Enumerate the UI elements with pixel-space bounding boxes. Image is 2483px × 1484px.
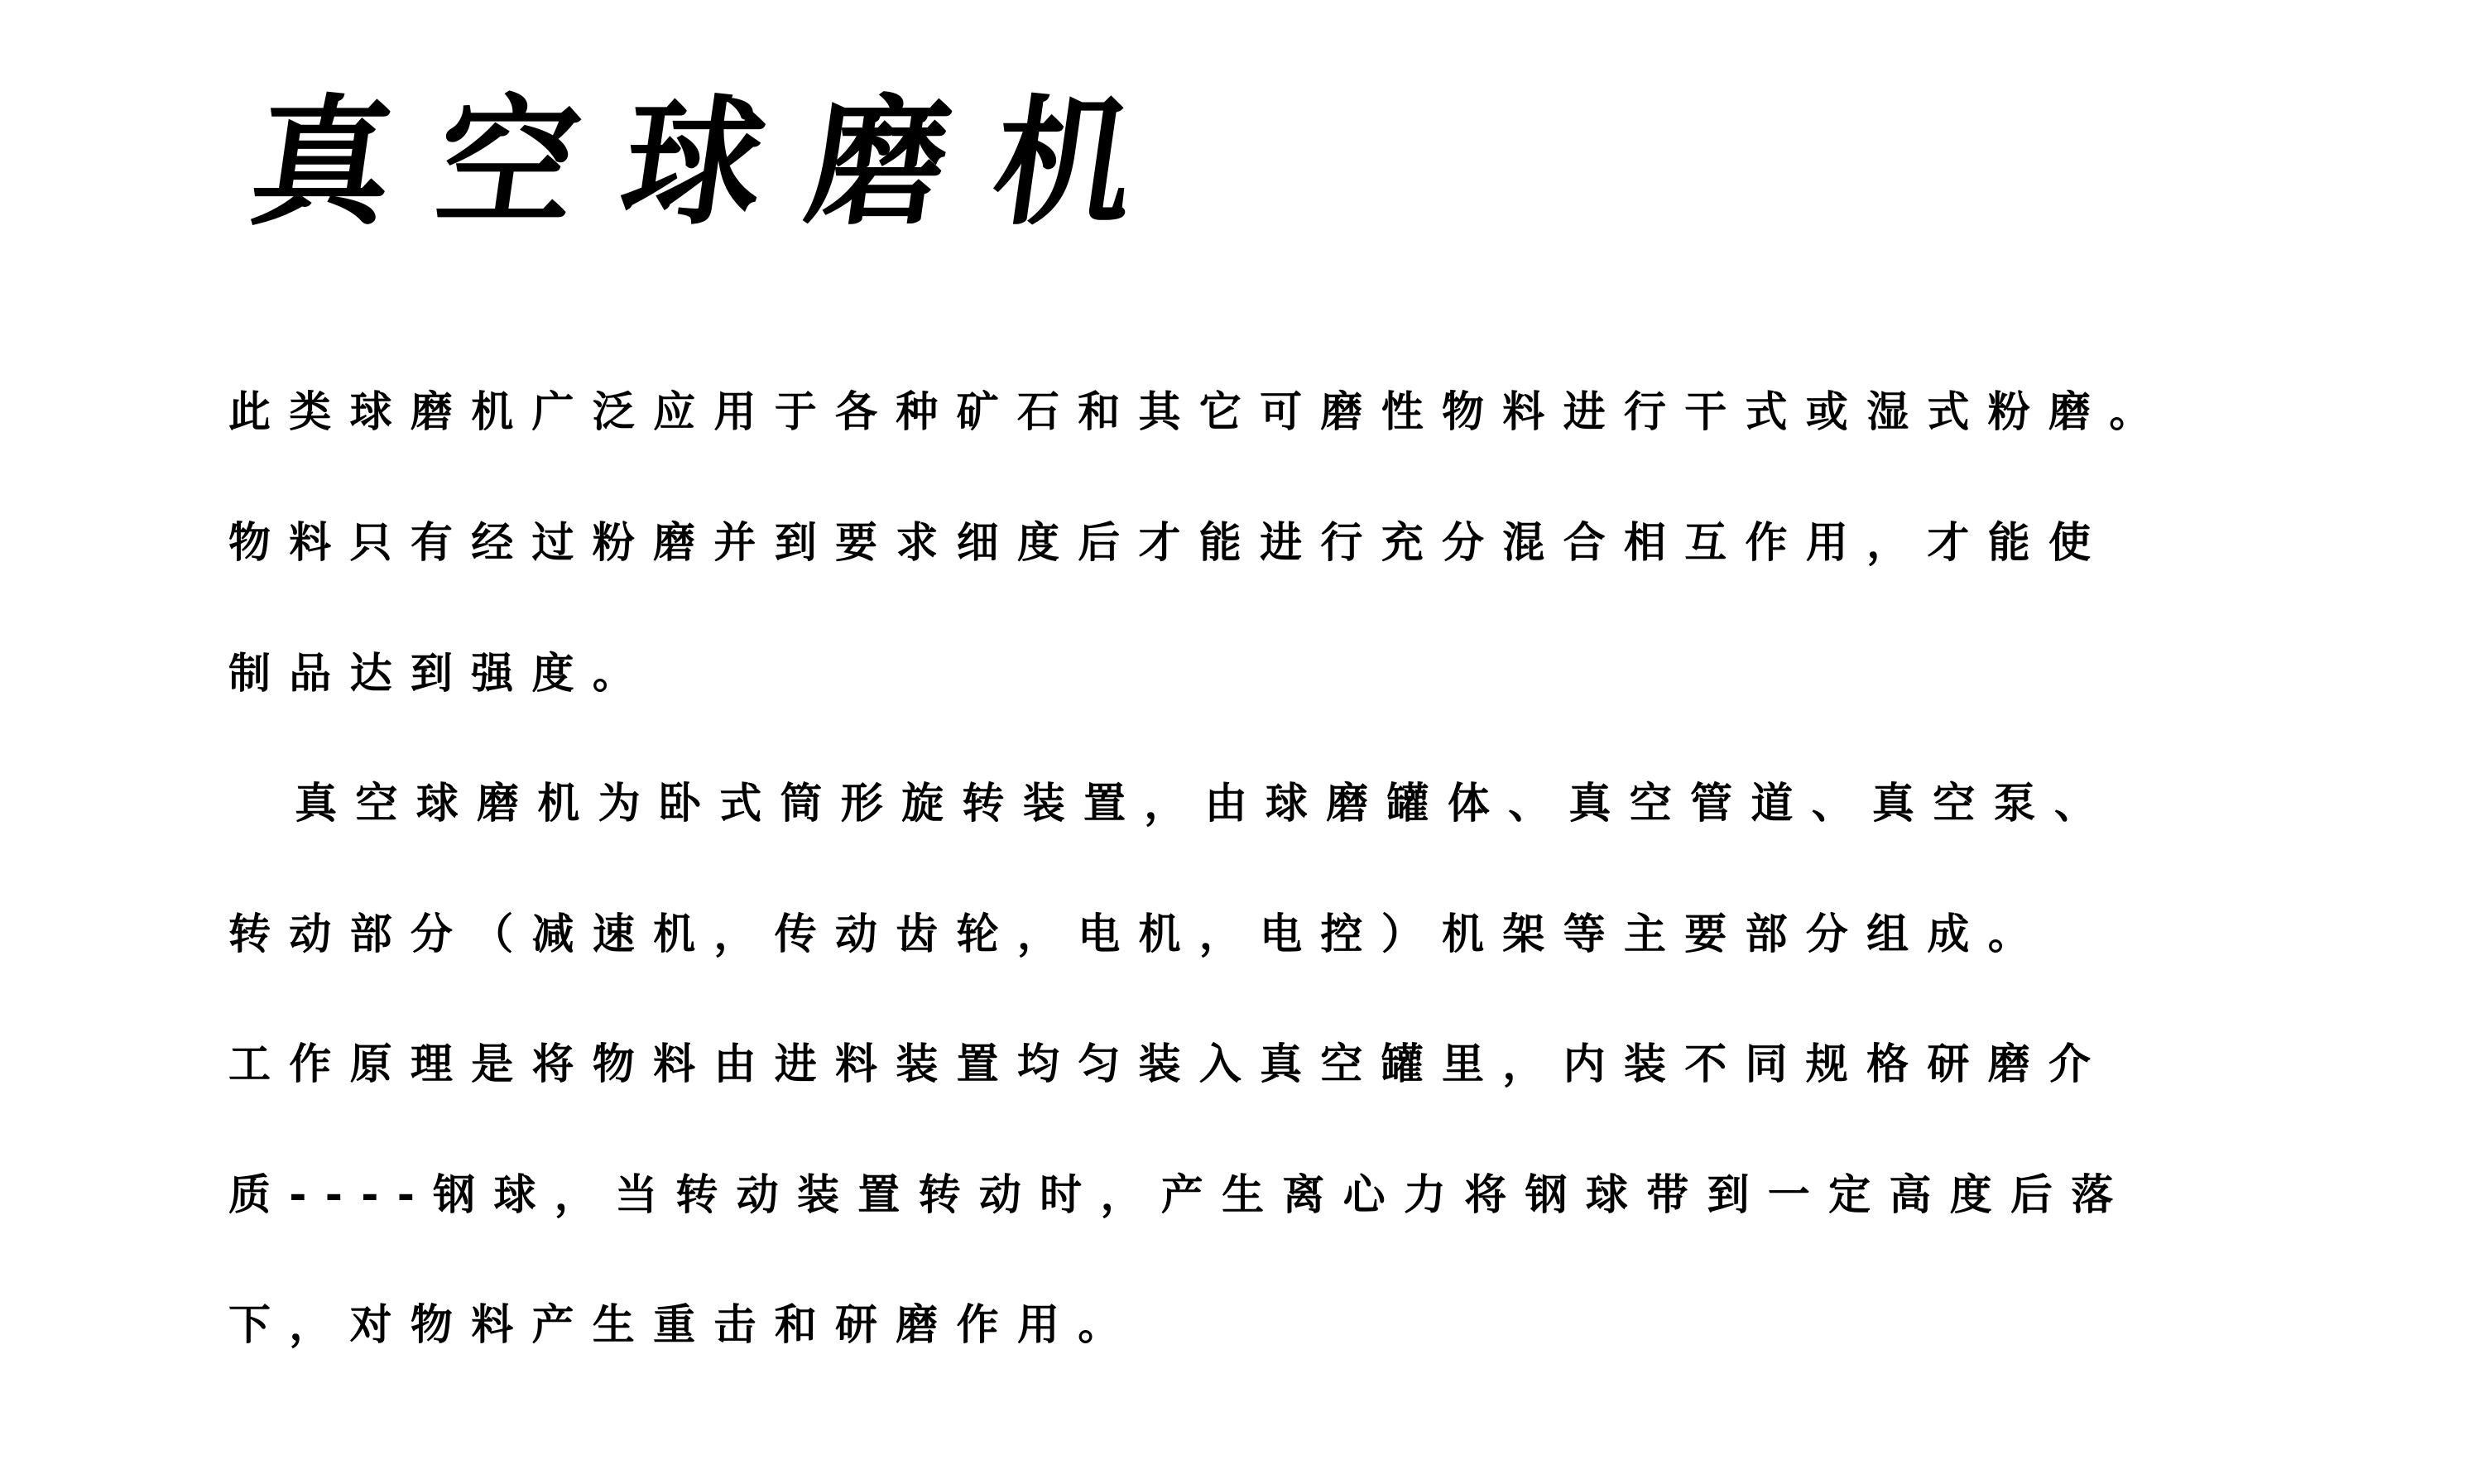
paragraph-line-3: 制品达到强度。 (228, 650, 654, 699)
paragraph-line-2: 物料只有经过粉磨并到要求细度后才能进行充分混合相互作用，才能使 (228, 519, 2110, 568)
document-title: 真空球磨机 (242, 80, 1192, 244)
paragraph-line-8: 下，对物料产生重击和研磨作用。 (228, 1301, 1139, 1350)
paragraph-line-7: 质----钢球，当转动装置转动时，产生离心力将钢球带到一定高度后落 (228, 1171, 2132, 1220)
paragraph-line-1: 此类球磨机广泛应用于各种矿石和其它可磨性物料进行干式或湿式粉磨。 (228, 388, 2170, 437)
paragraph-line-5: 转动部分（减速机，传动齿轮，电机，电控）机架等主要部分组成。 (228, 910, 2049, 959)
paragraph-line-4: 真空球磨机为卧式筒形旋转装置，由球磨罐体、真空管道、真空泵、 (228, 780, 2116, 828)
paragraph-line-6: 工作原理是将物料由进料装置均匀装入真空罐里，内装不同规格研磨介 (228, 1040, 2110, 1089)
